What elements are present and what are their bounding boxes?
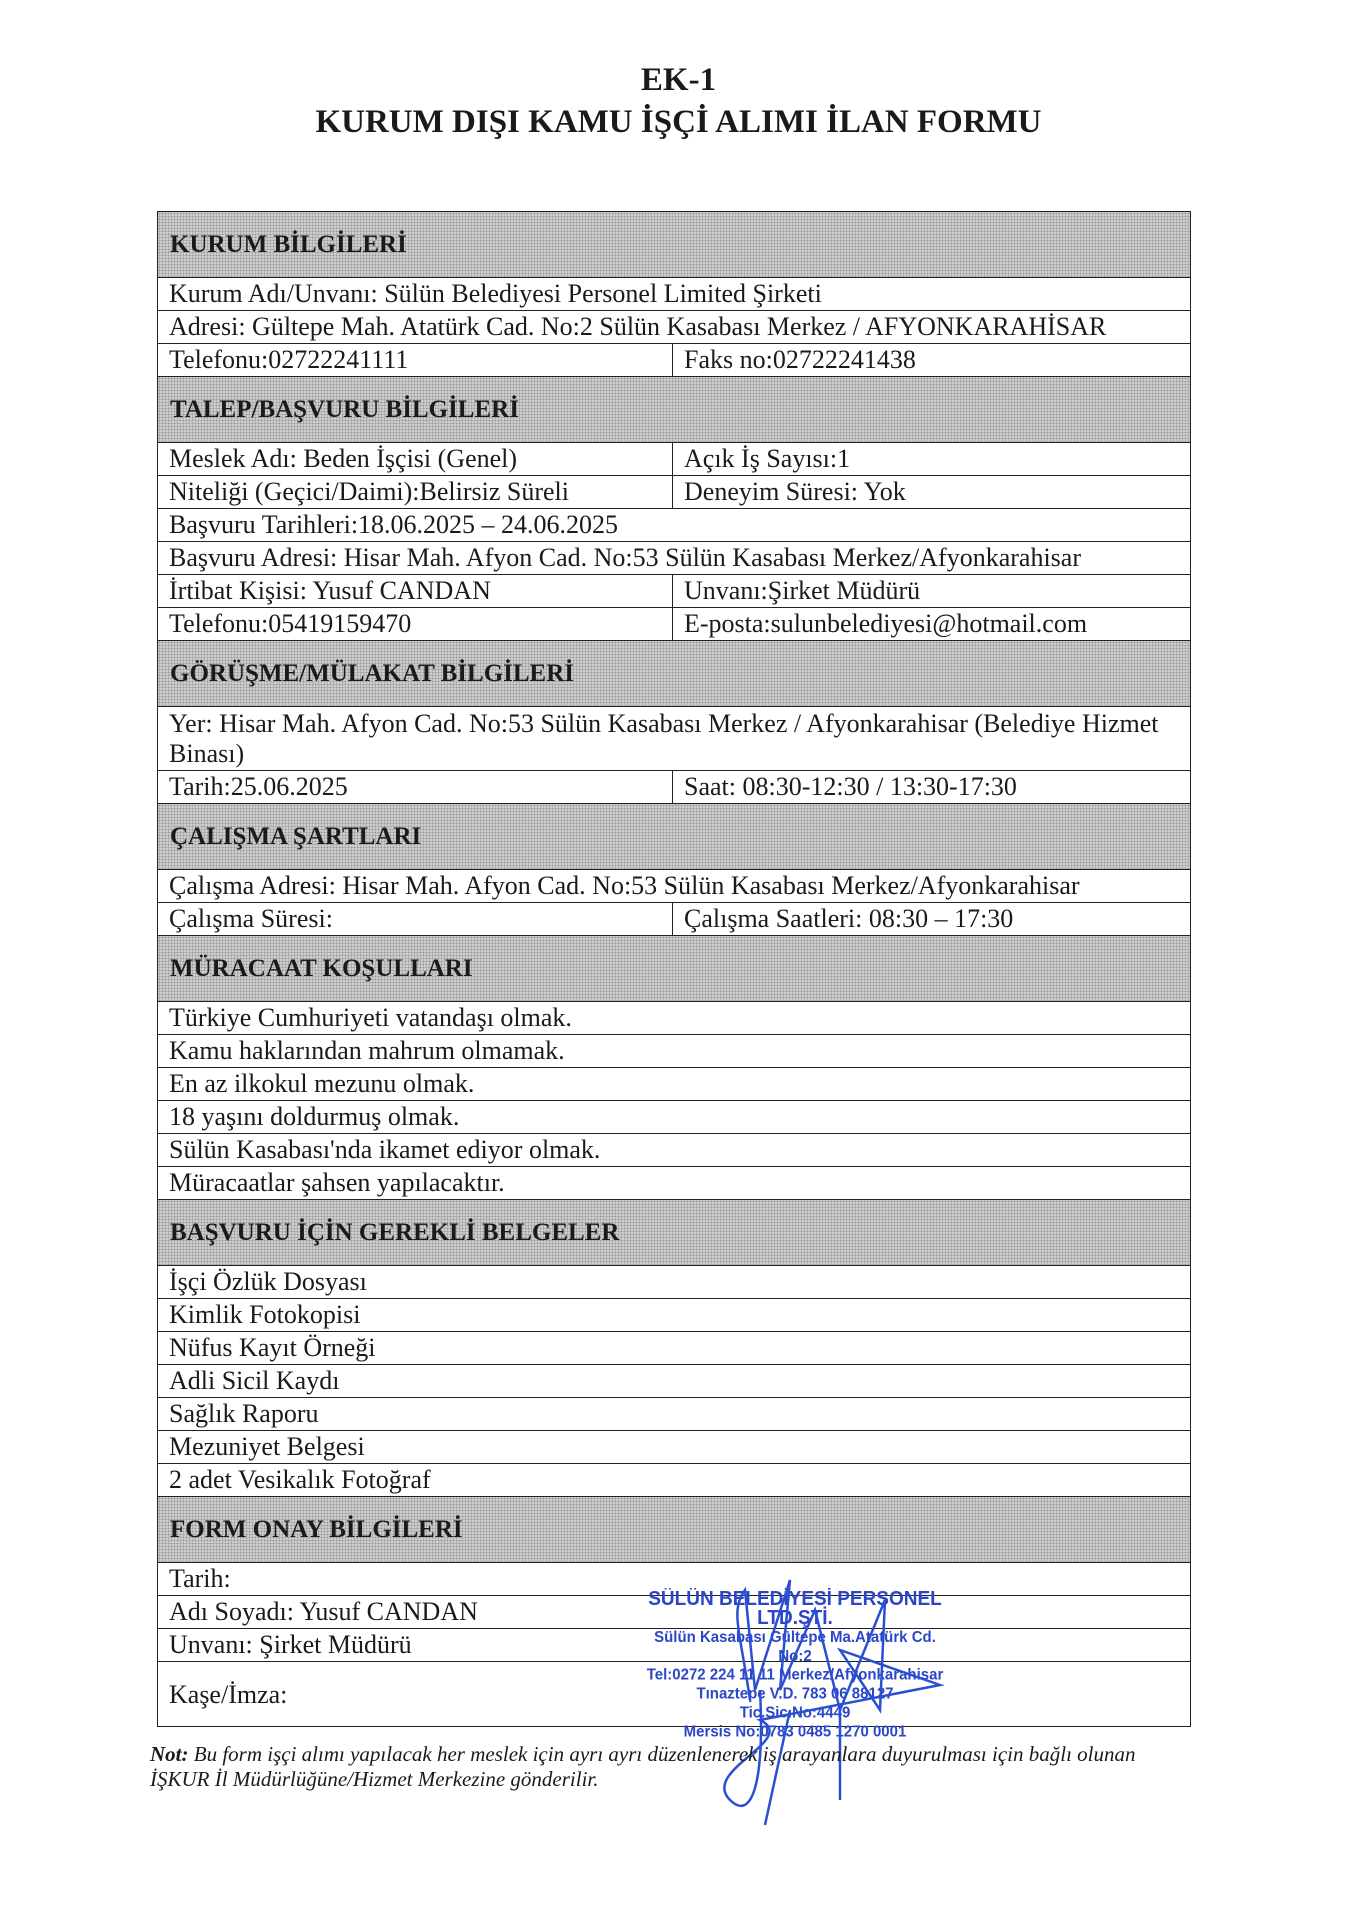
contact-person: İrtibat Kişisi: Yusuf CANDAN bbox=[158, 575, 673, 607]
document-item: Mezuniyet Belgesi bbox=[169, 1432, 365, 1461]
footnote-text: Bu form işçi alımı yapılacak her meslek için ayrı ayrı düzenlenerek iş arayanlara duyurulması için bağlı olunan İŞKUR İl Müdürlüğüne/Hizmet Merkezine gönderilir. bbox=[150, 1742, 1136, 1791]
section-header-gorusme: GÖRÜŞME/MÜLAKAT BİLGİLERİ bbox=[158, 641, 1190, 707]
document-item: Nüfus Kayıt Örneği bbox=[169, 1333, 376, 1362]
footnote-label: Not: bbox=[150, 1742, 189, 1766]
contact-title: Unvanı:Şirket Müdürü bbox=[684, 576, 921, 605]
section-header-muracaat: MÜRACAAT KOŞULLARI bbox=[158, 936, 1190, 1002]
section-header-talep: TALEP/BAŞVURU BİLGİLERİ bbox=[158, 377, 1190, 443]
condition-item: Sülün Kasabası'nda ikamet ediyor olmak. bbox=[169, 1135, 601, 1164]
open-positions: Açık İş Sayısı:1 bbox=[684, 444, 851, 473]
kurum-fax: Faks no:02722241438 bbox=[684, 345, 916, 374]
position-type: Niteliği (Geçici/Daimi):Belirsiz Süreli bbox=[158, 476, 673, 508]
job-posting-form bbox=[157, 211, 1191, 1727]
document-item: 2 adet Vesikalık Fotoğraf bbox=[169, 1465, 431, 1494]
condition-item: Türkiye Cumhuriyeti vatandaşı olmak. bbox=[169, 1003, 572, 1032]
document-item: İşçi Özlük Dosyası bbox=[169, 1267, 367, 1296]
kurum-phone: Telefonu:02722241111 bbox=[158, 344, 673, 376]
contact-email: E-posta:sulunbelediyesi@hotmail.com bbox=[684, 609, 1088, 638]
work-address: Çalışma Adresi: Hisar Mah. Afyon Cad. No:53 Sülün Kasabası Merkez/Afyonkarahisar bbox=[169, 871, 1080, 900]
application-dates: Başvuru Tarihleri:18.06.2025 – 24.06.2025 bbox=[169, 510, 619, 539]
approval-date: Tarih: bbox=[169, 1564, 231, 1593]
kurum-address: Adresi: Gültepe Mah. Atatürk Cad. No:2 Sülün Kasabası Merkez / AFYONKARAHİSAR bbox=[169, 312, 1107, 341]
approval-title: Unvanı: Şirket Müdürü bbox=[169, 1630, 412, 1659]
interview-date: Tarih:25.06.2025 bbox=[158, 771, 673, 803]
work-duration: Çalışma Süresi: bbox=[158, 903, 673, 935]
occupation: Meslek Adı: Beden İşçisi (Genel) bbox=[158, 443, 673, 475]
document-item: Sağlık Raporu bbox=[169, 1399, 319, 1428]
section-header-kurum: KURUM BİLGİLERİ bbox=[158, 212, 1190, 278]
stamp-line: Tınaztepe V.D. 783 06 88127 Tic.Sic.No:4449 bbox=[696, 1684, 894, 1722]
interview-time: Saat: 08:30-12:30 / 13:30-17:30 bbox=[684, 772, 1017, 801]
application-address: Başvuru Adresi: Hisar Mah. Afyon Cad. No:53 Sülün Kasabası Merkez/Afyonkarahisar bbox=[169, 543, 1081, 572]
stamp-line: Mersis No:0783 0485 1270 0001 bbox=[683, 1722, 907, 1741]
stamp-line: SÜLÜN BELEDİYESİ PERSONEL LTD.ŞTİ. bbox=[648, 1588, 942, 1630]
annex-label: EK-1 bbox=[640, 62, 717, 98]
section-header-calisma: ÇALIŞMA ŞARTLARI bbox=[158, 804, 1190, 870]
document-item: Adli Sicil Kaydı bbox=[169, 1366, 340, 1395]
stamp-line: Tel:0272 224 11 11 Merkez/Afyonkarahisar bbox=[646, 1666, 944, 1684]
contact-phone: Telefonu:05419159470 bbox=[158, 608, 673, 640]
kurum-name: Kurum Adı/Unvanı: Sülün Belediyesi Personel Limited Şirketi bbox=[169, 279, 822, 308]
interview-location: Yer: Hisar Mah. Afyon Cad. No:53 Sülün Kasabası Merkez / Afyonkarahisar (Belediye Hizmet Binası) bbox=[169, 709, 1159, 768]
section-header-belgeler: BAŞVURU İÇİN GEREKLİ BELGELER bbox=[158, 1200, 1190, 1266]
experience: Deneyim Süresi: Yok bbox=[684, 477, 906, 506]
stamp-signature-label: Kaşe/İmza: bbox=[169, 1679, 288, 1709]
approval-name: Adı Soyadı: Yusuf CANDAN bbox=[169, 1597, 478, 1626]
condition-item: Kamu haklarından mahrum olmamak. bbox=[169, 1036, 565, 1065]
condition-item: Müracaatlar şahsen yapılacaktır. bbox=[169, 1168, 505, 1197]
condition-item: 18 yaşını doldurmuş olmak. bbox=[169, 1102, 460, 1131]
work-hours: Çalışma Saatleri: 08:30 – 17:30 bbox=[684, 904, 1014, 933]
document-item: Kimlik Fotokopisi bbox=[169, 1300, 361, 1329]
form-title: KURUM DIŞI KAMU İŞÇİ ALIMI İLAN FORMU bbox=[315, 104, 1042, 140]
condition-item: En az ilkokul mezunu olmak. bbox=[169, 1069, 475, 1098]
section-header-onay: FORM ONAY BİLGİLERİ bbox=[158, 1497, 1190, 1563]
stamp-line: Sülün Kasabası Gültepe Ma.Atatürk Cd. No:2 bbox=[654, 1628, 936, 1665]
footnote bbox=[150, 1742, 1200, 1792]
